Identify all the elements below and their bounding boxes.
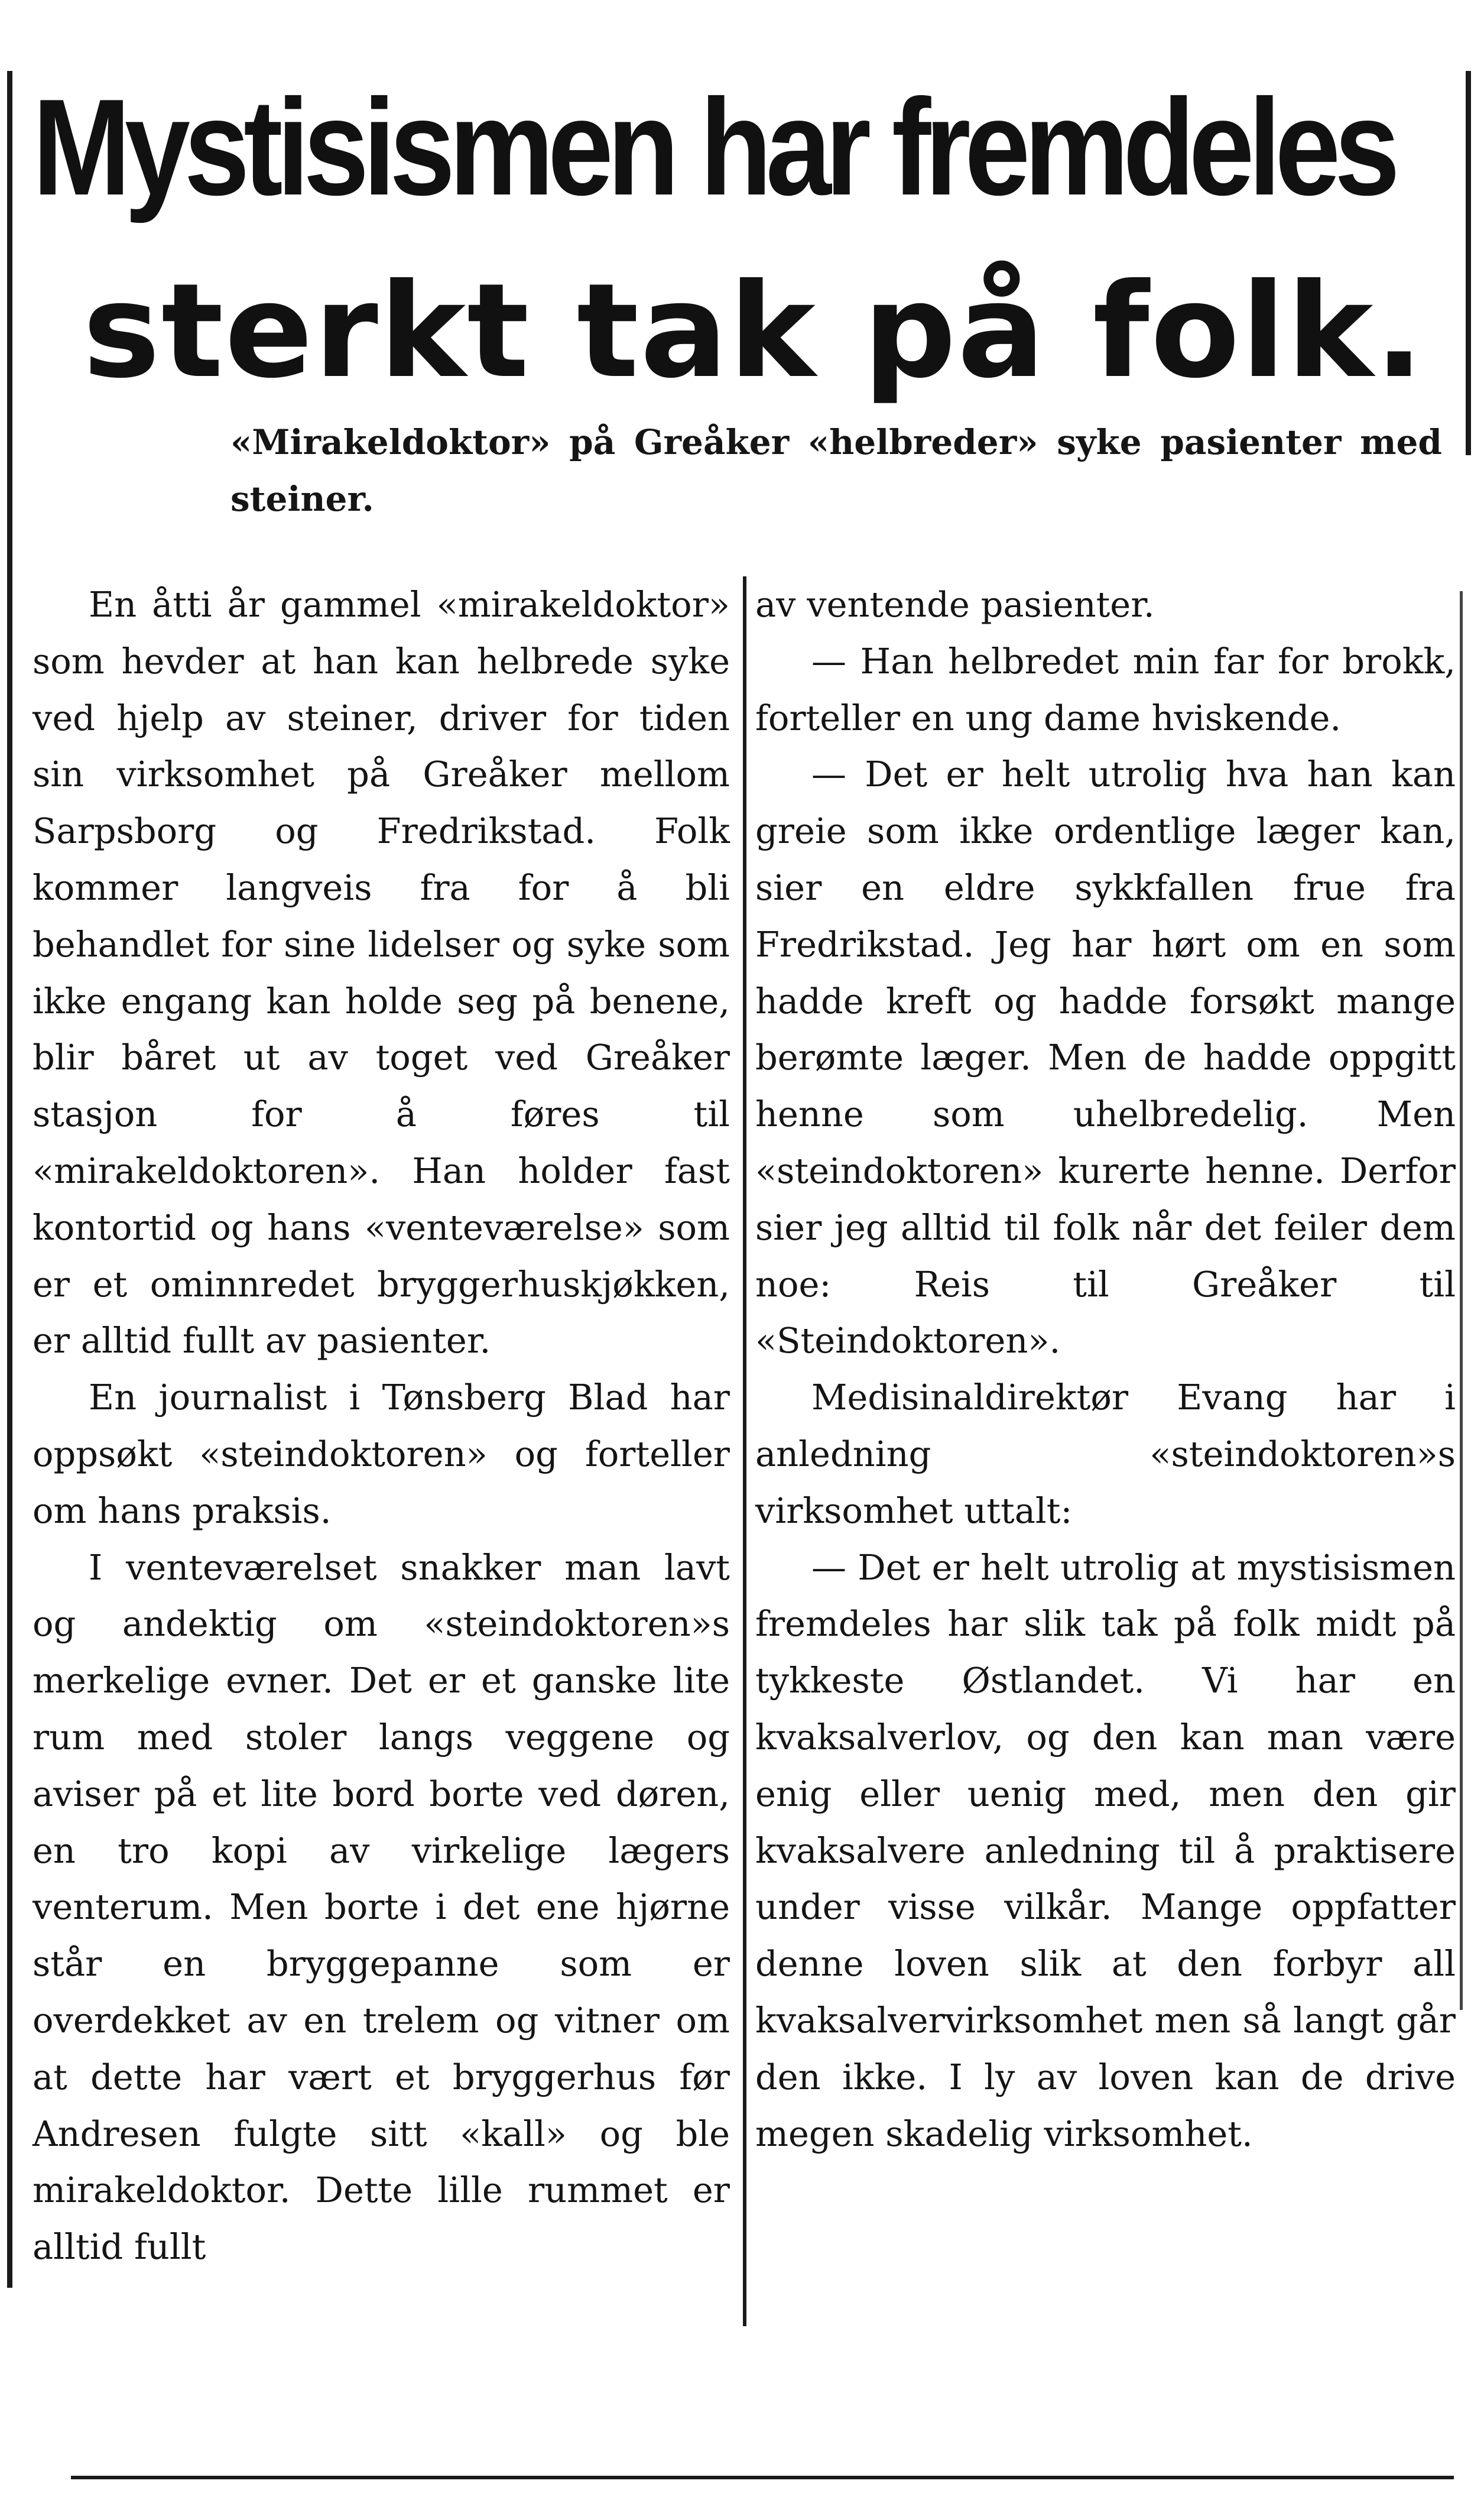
headline: Mystisismen har fremdeles: [33, 71, 1394, 224]
column-divider-rule: [743, 576, 746, 2326]
paragraph: av ventende pasienter.: [755, 584, 1155, 625]
paragraph: En åtti år gammel «mirakeldoktor» som hevder at han kan helbrede syke ved hjelp av steiner, driver for tiden sin virksomhet på Greåker mellom Sarpsborg og Fredrikstad. Folk kommer langveis fra for å bli behandlet for sine lidelser og syke som ikke engang kan holde seg på benene, blir båret ut av toget ved Greåker stasjon for å føres til «mirakeldoktoren». Han holder fast kontortid og hans «venteværelse» som er et ominnredet bryggerhuskjøkken, er alltid fullt av pasienter.: [33, 584, 730, 1361]
paragraph: — Han helbredet min far for brokk, forteller en ung dame hviskende.: [755, 640, 1456, 738]
right-column: [755, 576, 1456, 2162]
paragraph: I venteværelset snakker man lavt og andektig om «steindoktoren»s merkelige evner. Det er et ganske lite rum med stoler langs veggene og aviser på et lite bord borte ved døren, en tro kopi av virkelige lægers venterum. Men borte i det ene hjørne står en bryggepanne som er overdekket av en trelem og vitner om at dette har vært et bryggerhus før Andresen fulgte sitt «kall» og ble mirakeldoktor. Dette lille rummet er alltid fullt: [33, 1546, 730, 2268]
paragraph: — Det er helt utrolig at mystisismen fremdeles har slik tak på folk midt på tykkeste Østlandet. Vi har en kvaksalverlov, og den kan man være enig eller uenig med, men den gir kvaksalvere anledning til å praktisere under visse vilkår. Mange oppfatter denne loven slik at den forbyr all kvaksalvervirksomhet men så langt går den ikke. I ly av loven kan de drive megen skadelig virksomhet.: [755, 1546, 1456, 2154]
bottom-rule: [71, 2476, 1454, 2479]
paragraph: En journalist i Tønsberg Blad har oppsøkt «steindoktoren» og forteller om hans praksis.: [33, 1377, 730, 1531]
right-border-rule-lower: [1460, 591, 1463, 2010]
paragraph: Medisinaldirektør Evang har i anledning «steindoktoren»s virksomhet uttalt:: [755, 1377, 1456, 1531]
right-border-rule: [1466, 71, 1471, 455]
headline-line-2: sterkt tak på folk.: [83, 255, 1425, 407]
subheadline: «Mirakeldoktor» på Greåker «helbreder» syke pasienter med steiner.: [230, 422, 1442, 519]
left-column: [33, 576, 730, 2275]
left-border-rule: [7, 71, 12, 2288]
paragraph: — Det er helt utrolig hva han kan greie som ikke ordentlige læger kan, sier en eldre sykkfallen frue fra Fredrikstad. Jeg har hørt om en som hadde kreft og hadde forsøkt mange berømte læger. Men de hadde oppgitt henne som uhelbredelig. Men «steindoktoren» kurerte henne. Derfor sier jeg alltid til folk når det feiler dem noe: Reis til Greåker til «Steindoktoren».: [755, 754, 1456, 1361]
